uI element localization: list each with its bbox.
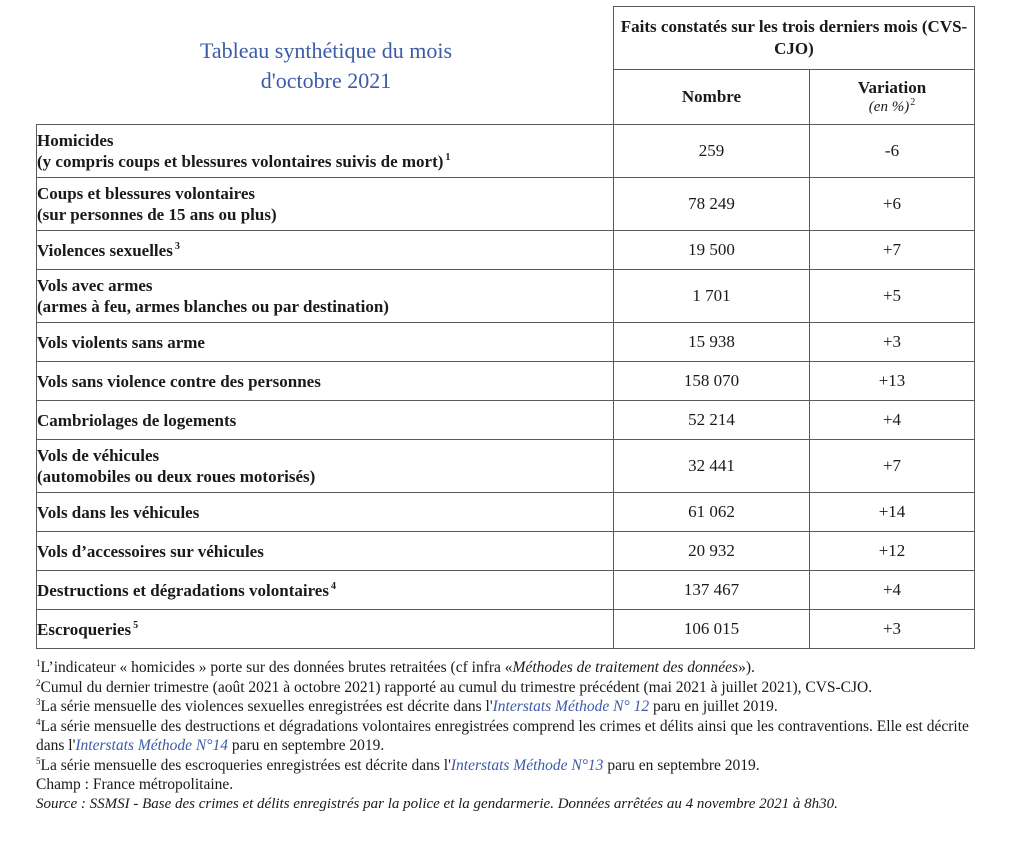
row-label-detail: (y compris coups et blessures volontaires suivis de mort) (37, 152, 444, 171)
row-number: 15 938 (614, 323, 810, 362)
footnote-3 (36, 697, 996, 717)
footnote-text: »). (738, 659, 755, 676)
row-label-line (37, 502, 613, 523)
row-variation: +14 (810, 493, 975, 532)
row-label (37, 532, 614, 571)
row-label-line (37, 296, 613, 317)
interstats-link[interactable]: Interstats Méthode N°13 (450, 756, 604, 774)
table-row (37, 532, 975, 571)
variation-unit-text: (en %) (868, 99, 910, 115)
row-variation: +13 (810, 362, 975, 401)
row-label-line (37, 275, 613, 296)
footnote-text: paru en septembre 2019. (603, 756, 760, 774)
row-variation: +12 (810, 532, 975, 571)
row-variation: +4 (810, 401, 975, 440)
footnote-number: 4 (36, 716, 41, 727)
title-line-1: Tableau synthétique du mois (199, 38, 453, 63)
footnotes (36, 658, 996, 814)
row-variation: +6 (810, 178, 975, 231)
row-label-line (37, 580, 613, 601)
row-label-text: Destructions et dégradations volontaires (37, 580, 329, 600)
row-label-detail: (armes à feu, armes blanches ou par destination) (37, 297, 389, 316)
footnote-number: 5 (36, 755, 41, 766)
table-row (37, 270, 975, 323)
row-variation: +3 (810, 610, 975, 649)
column-header-number (614, 70, 810, 125)
row-label-text: Vols sans violence contre des personnes (37, 371, 321, 391)
title-line-2: d'octobre 2021 (260, 68, 392, 93)
row-label-text: Escroqueries (37, 619, 132, 639)
table-row (37, 231, 975, 270)
footnote-4 (36, 717, 996, 756)
footnote-text: L’indicateur « homicides » porte sur des données brutes retraitées (cf infra « (40, 659, 513, 676)
footnote-ref: 1 (445, 152, 451, 164)
footnote-text: La série mensuelle des escroqueries enregistrées est décrite dans l' (40, 756, 451, 774)
row-label (37, 125, 614, 178)
row-label-line (37, 151, 613, 172)
row-number: 158 070 (614, 362, 810, 401)
row-number: 1 701 (614, 270, 810, 323)
row-label (37, 231, 614, 270)
row-variation: +7 (810, 231, 975, 270)
row-label-text: Vols dans les véhicules (37, 502, 200, 522)
row-label (37, 270, 614, 323)
column-header-variation-unit (810, 98, 974, 116)
row-label (37, 610, 614, 649)
row-variation: +4 (810, 571, 975, 610)
row-label-text: Cambriolages de logements (37, 410, 237, 430)
footnote-1 (36, 658, 996, 678)
row-number: 137 467 (614, 571, 810, 610)
row-label-text: Coups et blessures volontaires (37, 184, 256, 203)
row-label-line (37, 130, 613, 151)
row-number: 78 249 (614, 178, 810, 231)
row-number: 259 (614, 125, 810, 178)
statistics-table (36, 6, 975, 649)
row-number: 52 214 (614, 401, 810, 440)
interstats-link[interactable]: Interstats Méthode N° 12 (492, 698, 650, 715)
row-variation: -6 (810, 125, 975, 178)
row-number: 20 932 (614, 532, 810, 571)
header-row-group (37, 7, 975, 70)
table-row (37, 401, 975, 440)
footnote-text: La série mensuelle des violences sexuelles enregistrées est décrite dans l' (40, 698, 493, 715)
row-label (37, 178, 614, 231)
row-variation: +3 (810, 323, 975, 362)
row-label-line (37, 183, 613, 204)
footnote-emphasis: Méthodes de traitement des données (512, 659, 739, 676)
table-row (37, 323, 975, 362)
row-label-text: Homicides (37, 131, 114, 150)
row-label-text: Vols avec armes (37, 276, 153, 295)
row-number: 106 015 (614, 610, 810, 649)
group-header: Faits constatés sur les trois derniers mois (CVS-CJO) (614, 7, 975, 70)
footnote-5 (36, 756, 996, 776)
scope-note: Champ : France métropolitaine. (36, 776, 234, 793)
row-label (37, 401, 614, 440)
row-label-line (37, 445, 613, 466)
row-label-line (37, 541, 613, 562)
footnote-number: 2 (36, 677, 41, 688)
footnote-ref: 4 (330, 580, 336, 592)
row-variation: +7 (810, 440, 975, 493)
table-row (37, 178, 975, 231)
row-label-detail: (sur personnes de 15 ans ou plus) (37, 205, 277, 224)
footnote-ref: 2 (910, 97, 916, 108)
footnote-ref: 5 (133, 619, 139, 631)
row-number: 19 500 (614, 231, 810, 270)
row-number: 61 062 (614, 493, 810, 532)
row-label-line (37, 619, 613, 640)
row-label-line (37, 332, 613, 353)
row-label-text: Vols violents sans arme (37, 332, 205, 352)
row-label (37, 440, 614, 493)
interstats-link[interactable]: Interstats Méthode N°14 (75, 737, 228, 754)
column-header-number-label: Nombre (681, 87, 742, 106)
row-number: 32 441 (614, 440, 810, 493)
row-label-line (37, 466, 613, 487)
table-row (37, 362, 975, 401)
column-header-variation (810, 70, 975, 125)
row-label (37, 323, 614, 362)
table-row (37, 440, 975, 493)
table-row (37, 125, 975, 178)
footnote-text: Cumul du dernier trimestre (août 2021 à octobre 2021) rapporté au cumul du trimestre précédent (mai 2021 à juillet 2021), CVS-CJO. (40, 678, 873, 696)
table-row (37, 610, 975, 649)
row-label-line (37, 204, 613, 225)
table-body (37, 125, 975, 649)
row-label-text: Violences sexuelles (37, 240, 173, 260)
row-label (37, 362, 614, 401)
row-label-text: Vols de véhicules (37, 446, 160, 465)
row-label-line (37, 371, 613, 392)
footnote-text: paru en septembre 2019. (227, 737, 385, 754)
row-label-line (37, 240, 613, 261)
table-row (37, 571, 975, 610)
row-label-detail: (automobiles ou deux roues motorisés) (37, 467, 316, 486)
column-header-variation-label: Variation (857, 78, 927, 97)
footnote-ref: 3 (174, 240, 180, 252)
row-label (37, 571, 614, 610)
header-blank-cell (37, 7, 614, 125)
footnote-2 (36, 678, 996, 698)
table-row (37, 493, 975, 532)
footnote-number: 3 (36, 696, 41, 707)
row-variation: +5 (810, 270, 975, 323)
row-label (37, 493, 614, 532)
footnote-text: paru en juillet 2019. (649, 698, 778, 715)
row-label-line (37, 410, 613, 431)
source-note: Source : SSMSI - Base des crimes et délits enregistrés par la police et la gendarmerie. Données arrêtées au 4 novembre 2021 à 8h30. (36, 795, 838, 812)
footnote-number: 1 (36, 657, 41, 668)
footnote-text: La série mensuelle des destructions et dégradations volontaires enregistrées comprend les crimes et délits ainsi que les contraventions. Elle est décrite dans l' (36, 717, 969, 754)
row-label-text: Vols d’accessoires sur véhicules (37, 541, 264, 561)
